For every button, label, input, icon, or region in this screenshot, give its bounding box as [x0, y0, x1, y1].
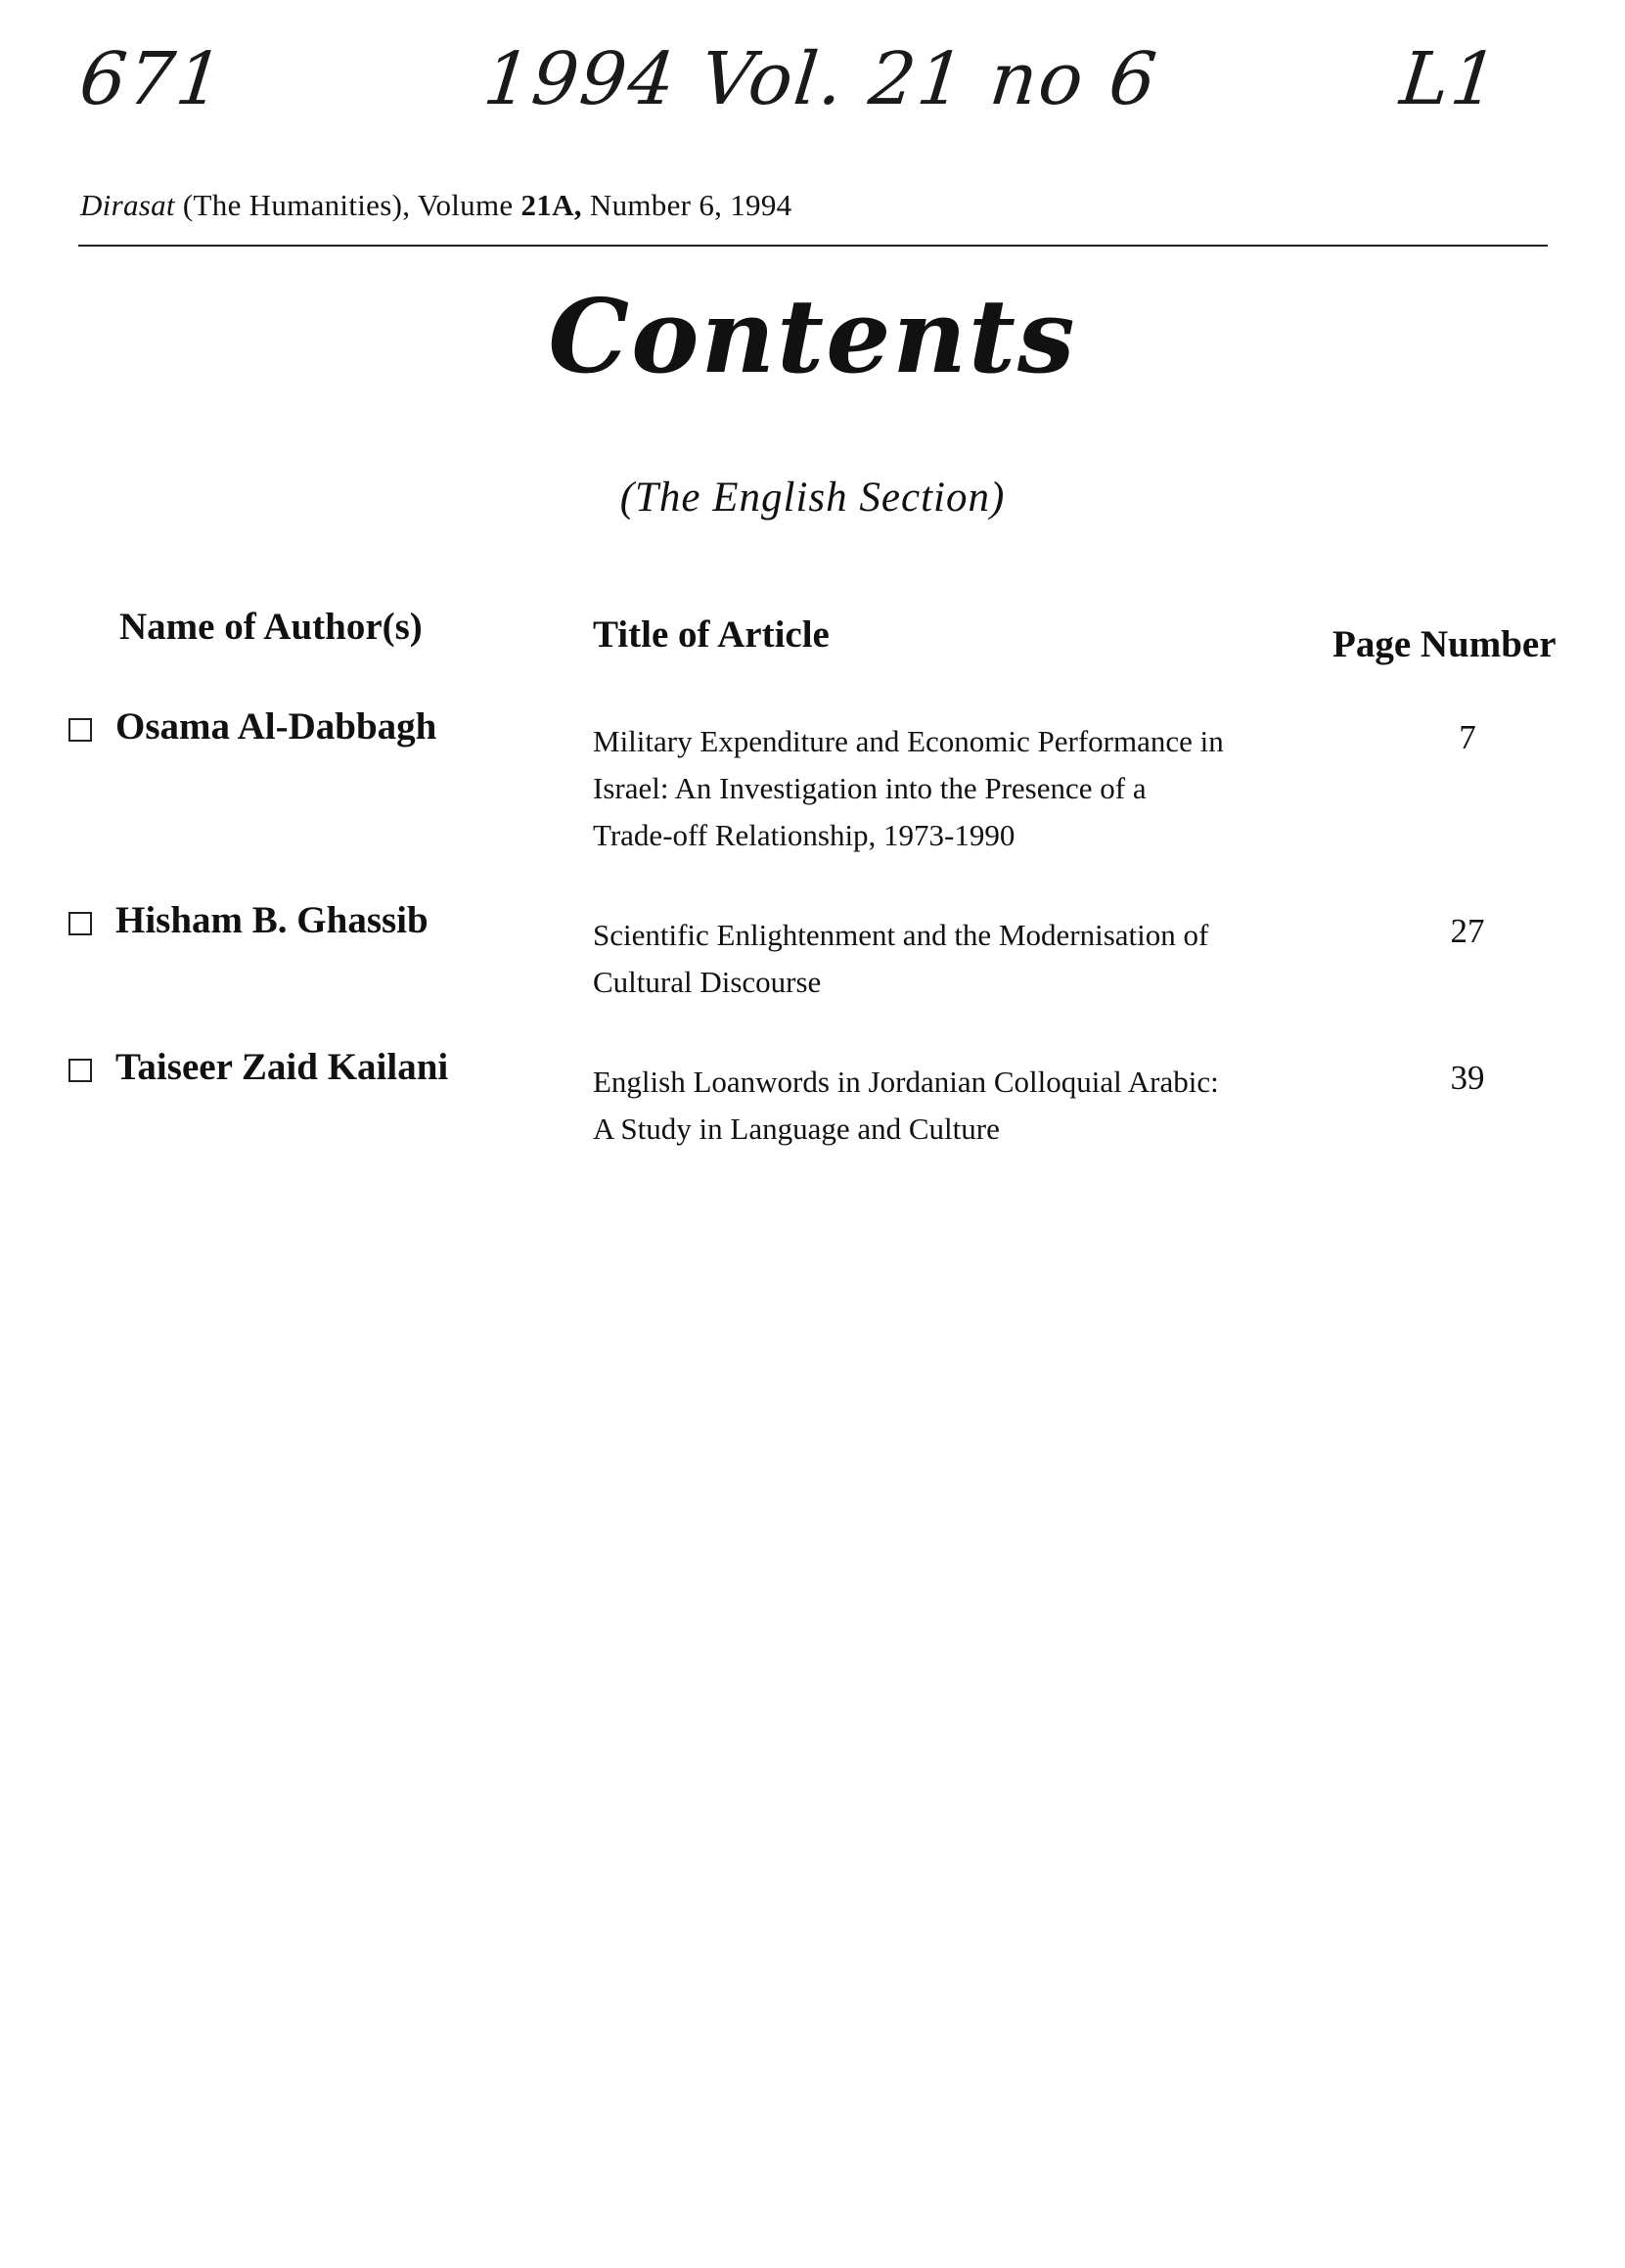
- entry-title-line: Trade-off Relationship, 1973-1990: [593, 818, 1016, 852]
- column-header-author: Name of Author(s): [119, 606, 423, 648]
- column-header-title: Title of Article: [593, 613, 830, 656]
- page-title: Contents: [548, 276, 1077, 396]
- header-rule: [78, 245, 1548, 247]
- checkbox-icon: [68, 718, 92, 742]
- checkbox-icon: [68, 1059, 92, 1082]
- entry-page-number: 7: [1459, 718, 1476, 756]
- checkbox-icon: [68, 912, 92, 935]
- page-subtitle: (The English Section): [619, 475, 1006, 521]
- entry-title-line: A Study in Language and Culture: [593, 1111, 1000, 1146]
- handwritten-note-code: L1: [1396, 37, 1504, 121]
- entry-page-number: 27: [1450, 912, 1485, 950]
- handwritten-note-number: 671: [75, 37, 229, 121]
- entry-author: Hisham B. Ghassib: [115, 899, 429, 941]
- entry-title-line: Military Expenditure and Economic Performance in: [593, 724, 1224, 758]
- entry-author: Taiseer Zaid Kailani: [115, 1046, 449, 1088]
- handwritten-note-volume: 1994 Vol. 21 no 6: [479, 37, 1162, 121]
- journal-name: Dirasat: [80, 188, 175, 222]
- volume-number: 21A,: [520, 188, 582, 222]
- column-header-page: Page Number: [1332, 623, 1557, 665]
- running-head-text-2: Number 6, 1994: [589, 188, 792, 222]
- entry-title: [593, 718, 1224, 859]
- entry-title: [593, 912, 1208, 1006]
- entry-title-line: Israel: An Investigation into the Presence of a: [593, 771, 1147, 805]
- running-head-text-1: (The Humanities), Volume: [182, 188, 514, 222]
- running-head: [80, 188, 791, 223]
- entry-author: Osama Al-Dabbagh: [115, 705, 437, 748]
- entry-title-line: Scientific Enlightenment and the Modernisation of: [593, 918, 1209, 952]
- entry-title: [593, 1059, 1219, 1153]
- entry-title-line: Cultural Discourse: [593, 965, 822, 999]
- entry-title-line: English Loanwords in Jordanian Colloquial Arabic:: [593, 1065, 1219, 1099]
- entry-page-number: 39: [1450, 1059, 1485, 1097]
